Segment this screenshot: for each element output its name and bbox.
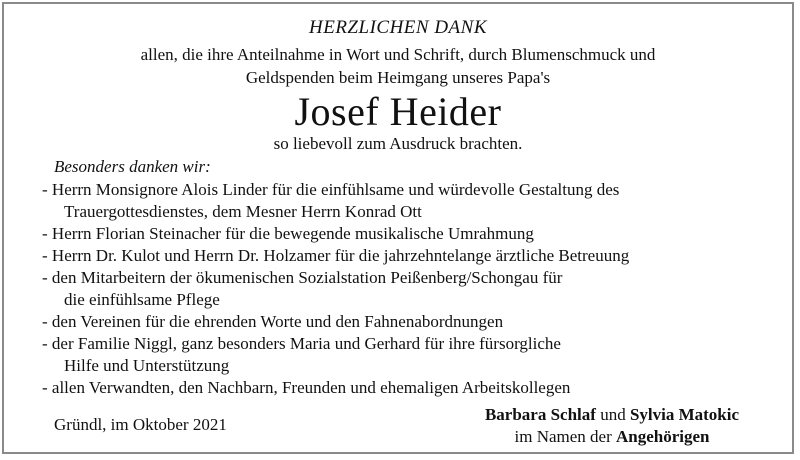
intro-line-1: allen, die ihre Anteilnahme in Wort und Schrift, durch Blumenschmuck und	[140, 45, 656, 64]
thanks-item: - der Familie Niggl, ganz besonders Maria und Gerhard für ihre fürsorgliche	[42, 334, 561, 353]
deceased-name: Josef Heider	[294, 89, 502, 134]
thanks-item-continued: Hilfe und Unterstützung	[64, 356, 230, 375]
closing-intro: so liebevoll zum Ausdruck brachten.	[273, 134, 523, 153]
thanks-item: - den Mitarbeitern der ökumenischen Sozialstation Peißenberg/Schongau für	[42, 268, 563, 287]
signer-1: Barbara Schlaf	[484, 405, 596, 424]
on-behalf-line	[462, 427, 762, 447]
thanks-item: - Herrn Dr. Kulot und Herrn Dr. Holzamer für die jahrzehntelange ärztliche Betreuung	[42, 246, 630, 265]
thanks-item-continued: Trauergottesdienstes, dem Mesner Herrn Konrad Ott	[64, 202, 422, 221]
thanks-item: - Herrn Florian Steinacher für die bewegende musikalische Umrahmung	[42, 224, 534, 243]
signers-line	[462, 405, 762, 425]
signer-2: Sylvia Matokic	[629, 405, 740, 424]
thanks-item-continued: die einfühlsame Pflege	[64, 290, 220, 309]
thank-you-notice	[2, 2, 794, 454]
place-date: Gründl, im Oktober 2021	[54, 415, 227, 434]
on-behalf-prefix: im Namen der	[514, 427, 612, 446]
thanks-heading: Besonders danken wir:	[54, 157, 211, 176]
intro-line-2: Geldspenden beim Heimgang unseres Papa's	[245, 68, 551, 87]
thanks-item: - Herrn Monsignore Alois Linder für die einfühlsame und würdevolle Gestaltung des	[42, 180, 620, 199]
thanks-item: - den Vereinen für die ehrenden Worte und den Fahnenabordnungen	[42, 312, 504, 331]
on-behalf-word: Angehörigen	[616, 427, 710, 446]
signer-and: und	[600, 405, 626, 424]
notice-heading: HERZLICHEN DANK	[309, 17, 487, 38]
thanks-item: - allen Verwandten, den Nachbarn, Freunden und ehemaligen Arbeitskollegen	[42, 378, 571, 397]
